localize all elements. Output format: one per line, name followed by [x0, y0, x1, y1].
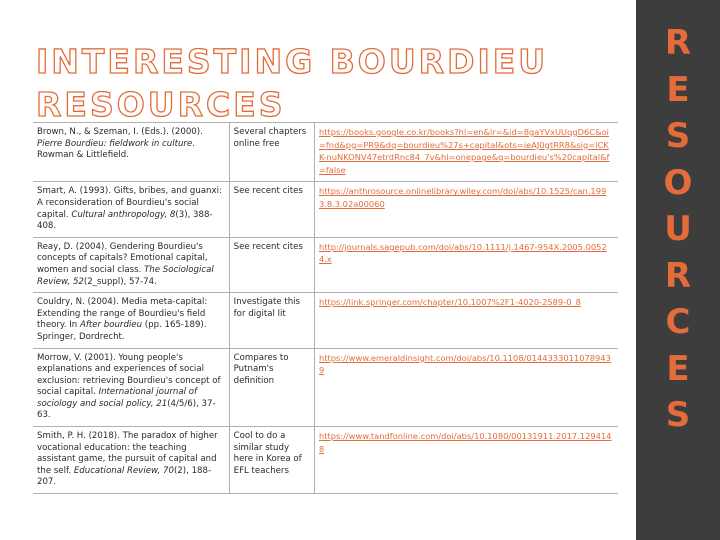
- link-cell: [314, 182, 618, 237]
- resources-table: [33, 122, 618, 494]
- resource-link[interactable]: https://books.google.co.kr/books?hl=en&lr=&id=8gaYVxUUqgD6C&oi=fnd&pg=PR9&dq=bourdieu%27s+capital&ots=ieAJ0gtRR8&sig=lCKK-nuNKONV47etrdRnc84_7v&hl=onepage&q=bourdieu's%20capital&f=false: [318, 127, 610, 175]
- table-row: [33, 293, 618, 348]
- table-row: [33, 182, 618, 237]
- note-cell: Investigate this for digital lit: [229, 293, 314, 348]
- resource-link[interactable]: https://www.emeraldinsight.com/doi/abs/10.1108/01443330110789439: [318, 352, 611, 376]
- sidebar-letter: R: [664, 23, 692, 63]
- sidebar-letter: S: [665, 116, 691, 156]
- resources-sidebar: [636, 0, 720, 540]
- citation-cell: Brown, N., & Szeman, I. (Eds.). (2000). Pierre Bourdieu: fieldwork in culture. Rowman & Littlefield.: [33, 123, 229, 182]
- table-row: [33, 348, 618, 427]
- note-cell: See recent cites: [229, 182, 314, 237]
- citation-cell: Morrow, V. (2001). Young people's explanations and experiences of social exclusion: retrieving Bourdieu's concept of social capital. International journal of sociology and social policy, 21(4/5/6), 37-63.: [33, 348, 229, 427]
- link-cell: [314, 123, 618, 182]
- table-row: [33, 123, 618, 182]
- sidebar-letter: R: [664, 255, 692, 296]
- link-cell: [314, 427, 618, 494]
- link-cell: [314, 293, 618, 348]
- resource-link[interactable]: https://anthrosource.onlinelibrary.wiley.com/doi/abs/10.1525/can.1993.8.3.02a00060: [318, 186, 607, 209]
- citation-cell: Couldry, N. (2004). Media meta-capital: Extending the range of Bourdieu's field theory. In After bourdieu (pp. 165-189). Springer, Dordrecht.: [33, 293, 229, 348]
- note-cell: Cool to do a similar study here in Korea of EFL teachers: [229, 427, 314, 494]
- resource-link[interactable]: https://link.springer.com/chapter/10.1007%2F1-4020-2589-0_8: [318, 297, 581, 308]
- note-cell: Compares to Putnam's definition: [229, 348, 314, 427]
- note-cell: See recent cites: [229, 237, 314, 292]
- link-cell: [314, 348, 618, 427]
- sidebar-letter: E: [666, 348, 690, 389]
- citation-cell: Smart, A. (1993). Gifts, bribes, and guanxi: A reconsideration of Bourdieu's social capital. Cultural anthropology, 8(3), 388-408.: [33, 182, 229, 237]
- sidebar-letter: O: [663, 162, 693, 203]
- sidebar-letter: S: [665, 395, 691, 435]
- link-cell: [314, 237, 618, 292]
- table-row: [33, 427, 618, 494]
- sidebar-letter: U: [664, 209, 692, 249]
- note-cell: Several chapters online free: [229, 123, 314, 182]
- resource-link[interactable]: https://www.tandfonline.com/doi/abs/10.1080/00131911.2017.1294148: [318, 431, 612, 454]
- sidebar-letter: C: [665, 302, 691, 342]
- citation-cell: Reay, D. (2004). Gendering Bourdieu's concepts of capitals? Emotional capital, women and social class. The Sociological Review, 52(2_suppl), 57-74.: [33, 237, 229, 292]
- sidebar-letter: E: [666, 69, 690, 110]
- table-row: [33, 237, 618, 292]
- resource-link[interactable]: http://journals.sagepub.com/doi/abs/10.1111/j.1467-954X.2005.00524.x: [318, 241, 607, 265]
- citation-cell: Smith, P. H. (2018). The paradox of higher vocational education: the teaching assistant game, the pursuit of capital and the self. Educational Review, 70(2), 188-207.: [33, 427, 229, 494]
- page-title: INTERESTING BOURDIEU RESOURCES: [36, 42, 549, 124]
